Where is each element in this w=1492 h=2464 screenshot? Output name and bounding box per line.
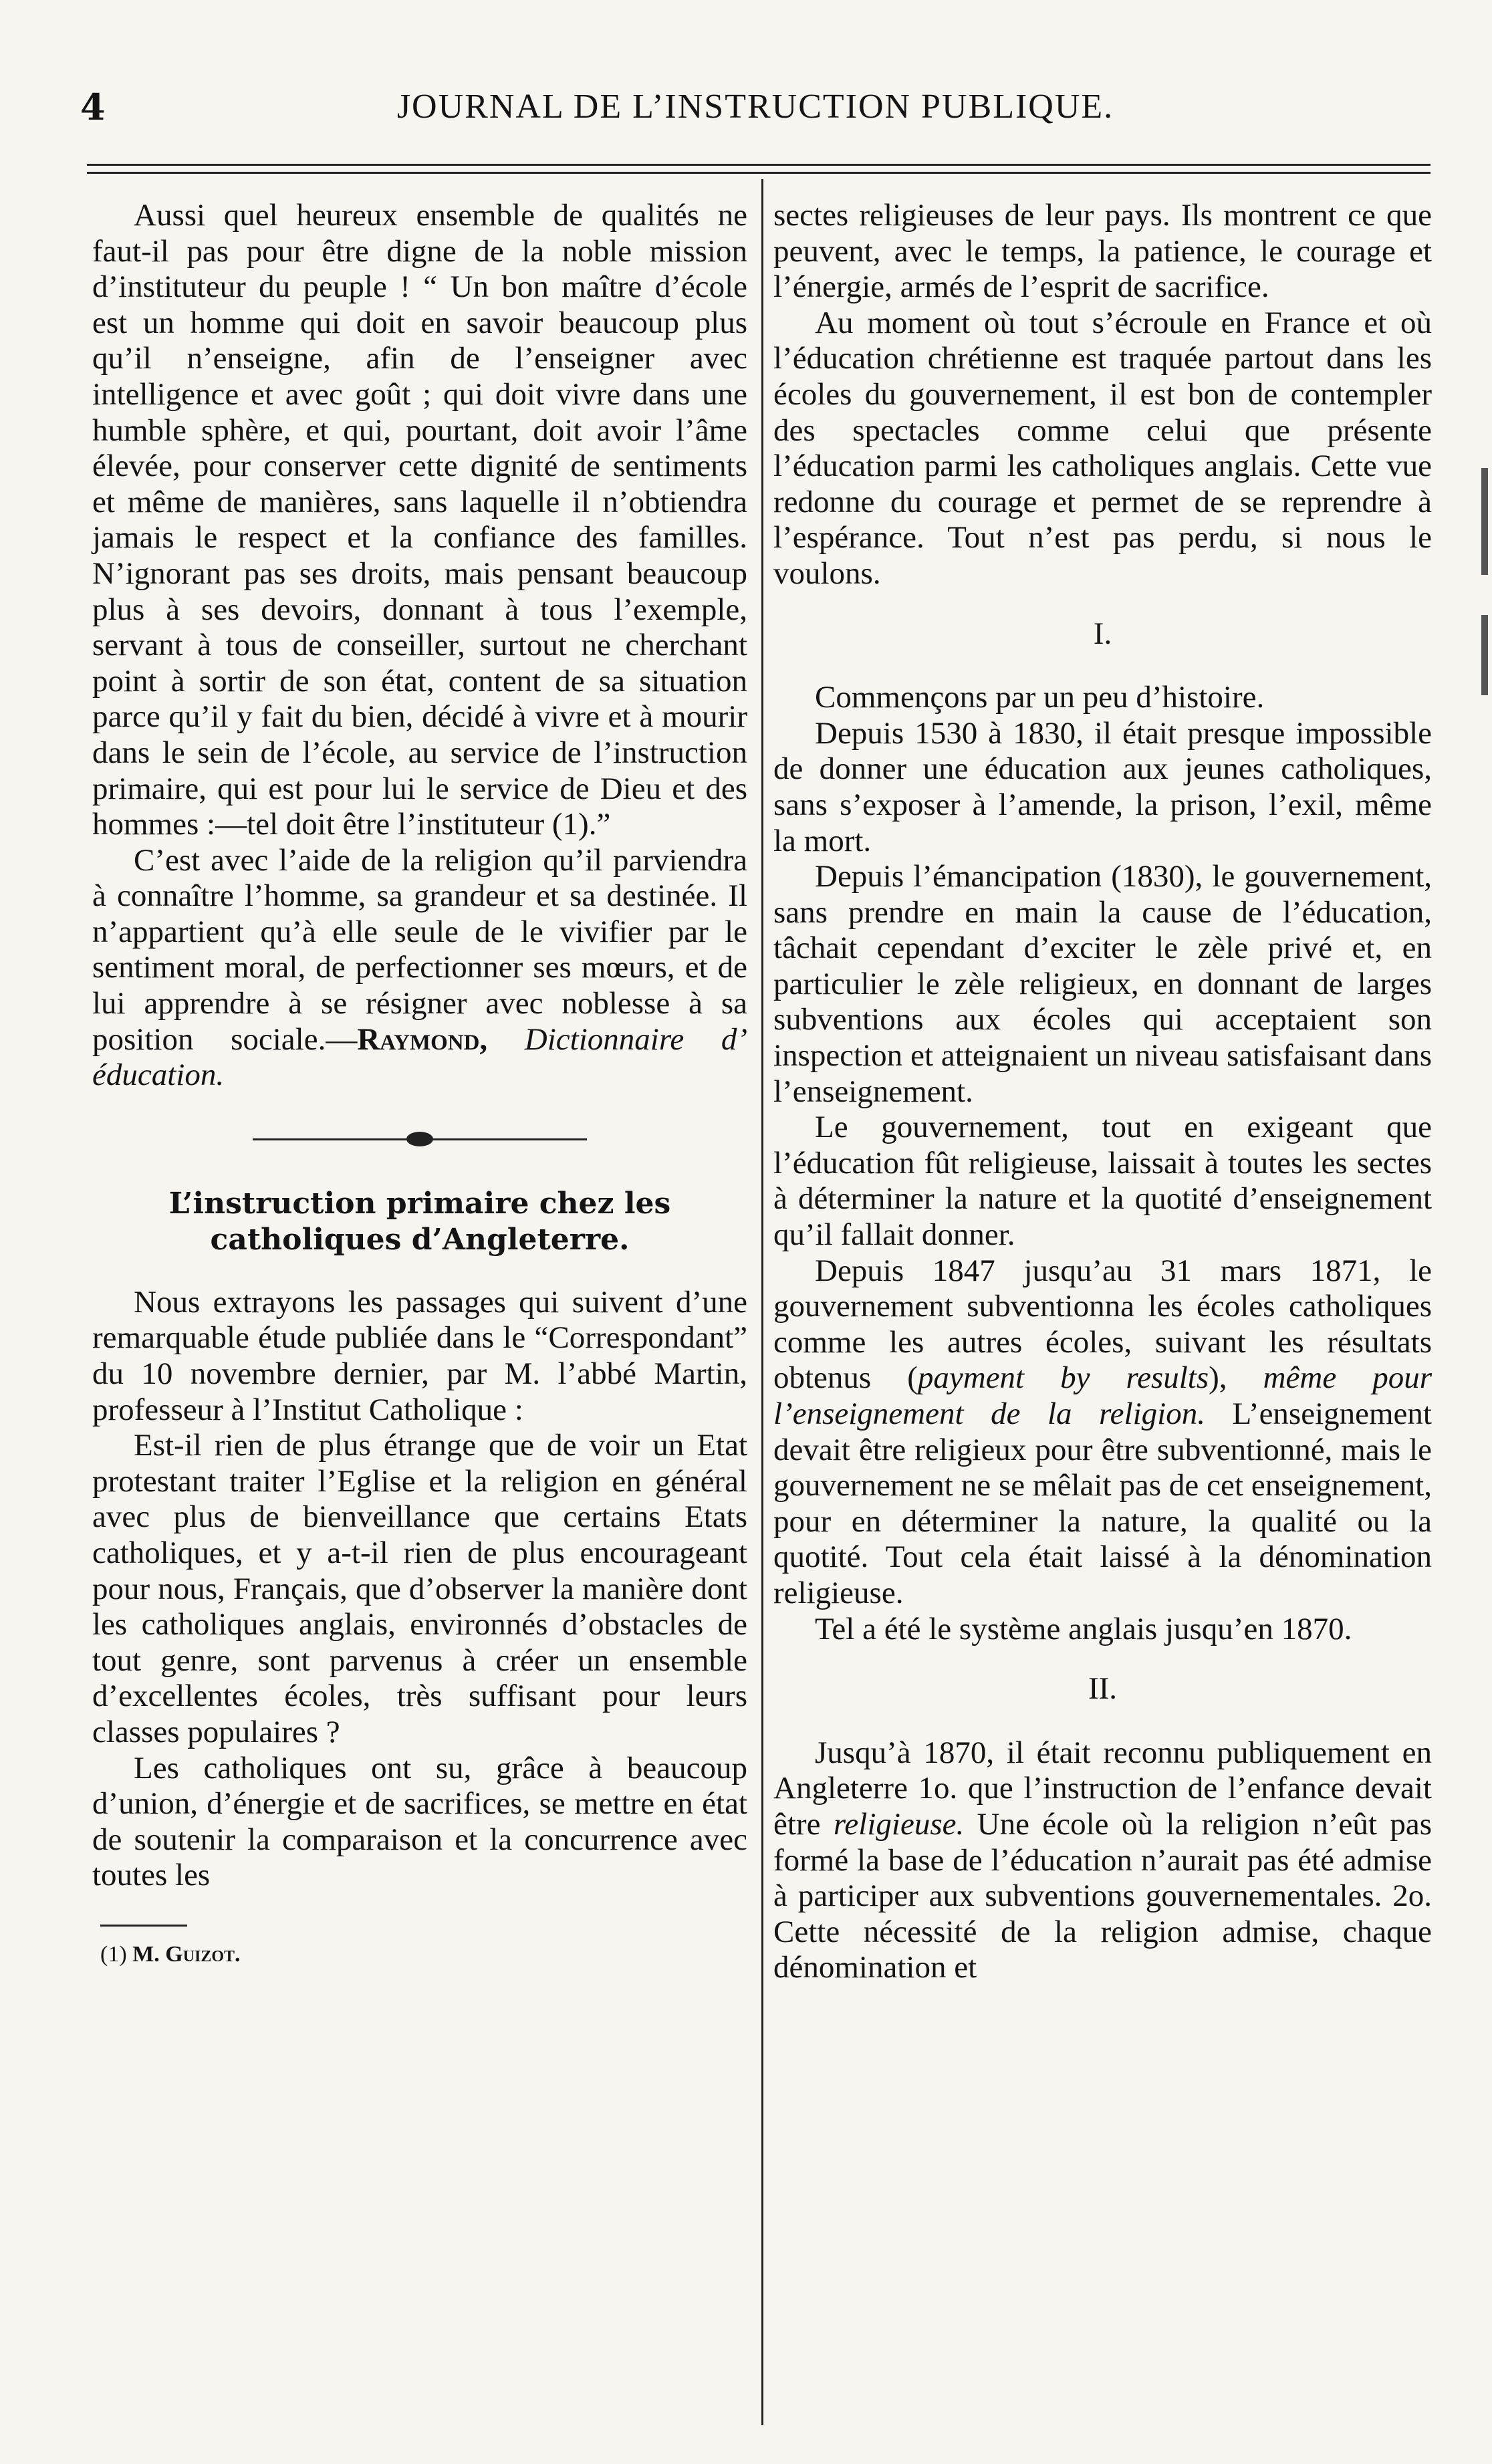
page-header — [80, 86, 1431, 139]
paragraph: Depuis l’émancipation (1830), le gouvernement, sans prendre en main la cause de l’éducation, tâchait cependant d’exciter le zèle privé et, en particulier le zèle religieux, en donnant de larges subventions aux écoles qui acceptaient son inspection et atteignaient un niveau satisfaisant dans l’enseignement. — [773, 859, 1432, 1109]
paragraph: Commençons par un peu d’histoire. — [815, 680, 1265, 715]
italic-text: même pour l’enseignement de la religion. — [773, 1360, 1432, 1431]
paragraph-text: ), — [1209, 1360, 1263, 1396]
paragraph-text: Depuis 1847 jusqu’au 31 mars 1871, le gouvernement subventionna les écoles catholiques comme les autres écoles, suivant les résultats obtenus ( — [773, 1253, 1432, 1396]
footnote-marker: (1) — [100, 1941, 127, 1967]
footnote-rule — [100, 1925, 187, 1927]
paragraph: Tel a été le système anglais jusqu’en 1870. — [815, 1611, 1352, 1646]
italic-text: payment by results — [917, 1360, 1209, 1396]
left-column — [92, 198, 747, 1968]
scan-margin-mark — [1481, 615, 1488, 695]
source-title: Dictionnaire d’ éducation. — [92, 1021, 747, 1093]
paragraph-text: Une école où la religion n’eût pas formé la base de l’éducation n’aurait pas été admise à participer aux subventions gouvernementales. 2o. Cette nécessité de la religion admise, chaque dénomination et — [773, 1806, 1432, 1985]
right-column — [773, 198, 1432, 1986]
page-number: 4 — [80, 86, 106, 128]
running-head: JOURNAL DE L’INSTRUCTION PUBLIQUE. — [396, 88, 1114, 126]
section-heading: II. — [1088, 1671, 1118, 1707]
paragraph-text: L’enseignement devait être religieux pour être subventionné, mais le gouvernement ne se mêlait pas de cet enseignement, pour en déterminer la nature, la qualité ou la quotité. Tout cela était laissé à la dénomination religieuse. — [773, 1396, 1432, 1610]
paragraph — [773, 1253, 1432, 1612]
column-divider — [761, 179, 763, 2425]
article-title: L’instruction primaire chez les catholiques d’Angleterre. — [168, 1186, 671, 1257]
paragraph — [92, 843, 747, 1094]
scan-margin-mark — [1481, 468, 1488, 575]
author-name: Raymond, — [357, 1021, 488, 1057]
paragraph — [773, 1735, 1432, 1986]
paragraph: Depuis 1530 à 1830, il était presque impossible de donner une éducation aux jeunes catholiques, sans s’exposer à l’amende, la prison, l’exil, même la mort. — [773, 715, 1432, 858]
paragraph: Au moment où tout s’écroule en France et où l’éducation chrétienne est traquée partout dans les écoles du gouvernement, il est bon de contempler des spectacles comme celui que présente l’éducation parmi les catholiques anglais. Cette vue redonne du courage et permet de se reprendre à l’espérance. Tout n’est pas perdu, si nous le voulons. — [773, 305, 1432, 591]
paragraph: Aussi quel heureux ensemble de qualités ne faut-il pas pour être digne de la noble mission d’instituteur du peuple ! “ Un bon maître d’école est un homme qui doit en savoir beaucoup plus qu’il n’enseigne, afin de l’enseigner avec intelligence et avec goût ; qui doit vivre dans une humble sphère, et qui, pourtant, doit avoir l’âme élevée, pour conserver cette dignité de sentiments et même de manières, sans laquelle il n’obtiendra jamais le respect et la confiance des familles. N’ignorant pas ses droits, mais pensant beaucoup plus à ses devoirs, donnant à tous l’exemple, servant à tous de conseiller, surtout ne cherchant point à sortir de son état, content de sa situation parce qu’il y fait du bien, décidé à vivre et à mourir dans le sein de l’école, au service de l’instruction primaire, qui est pour lui le service de Dieu et des hommes :—tel doit être l’instituteur (1).” — [92, 198, 747, 842]
footnote-name: M. Guizot. — [132, 1941, 241, 1967]
italic-text: religieuse. — [833, 1806, 965, 1842]
header-rule-top — [87, 164, 1431, 166]
paragraph: sectes religieuses de leur pays. Ils montrent ce que peuvent, avec le temps, la patience, le courage et l’énergie, armés de l’esprit de sacrifice. — [773, 198, 1432, 305]
footnote — [92, 1941, 747, 1968]
ornament-line — [426, 1138, 587, 1140]
paragraph: Les catholiques ont su, grâce à beaucoup d’union, d’énergie et de sacrifices, se mettre en état de soutenir la comparaison et la concurrence avec toutes les — [92, 1750, 747, 1893]
section-heading: I. — [1093, 616, 1112, 651]
paragraph-text: C’est avec l’aide de la religion qu’il parviendra à connaître l’homme, sa grandeur et sa destinée. Il n’appartient qu’à elle seule de le vivifier par le sentiment moral, de perfectionner ses mœurs, et de lui apprendre à se résigner avec noblesse à sa position sociale.— — [92, 842, 747, 1057]
paragraph: Le gouvernement, tout en exigeant que l’éducation fût religieuse, laissait à toutes les sectes à déterminer la nature et la quotité d’enseignement qu’il fallait donner. — [773, 1110, 1432, 1253]
ornament-line — [253, 1138, 413, 1140]
section-ornament — [92, 1123, 747, 1156]
paragraph-text: Jusqu’à 1870, il était reconnu publiquement en Angleterre 1o. que l’instruction de l’enfance devait être — [773, 1735, 1432, 1842]
paragraph: Nous extrayons les passages qui suivent d’une remarquable étude publiée dans le “Correspondant” du 10 novembre dernier, par M. l’abbé Martin, professeur à l’Institut Catholique : — [92, 1284, 747, 1427]
paragraph: Est-il rien de plus étrange que de voir un Etat protestant traiter l’Eglise et la religion en général avec plus de bienveillance que certains Etats catholiques, et y a-t-il rien de plus encourageant pour nous, Français, que d’observer la manière dont les catholiques anglais, environnés d’obstacles de tout genre, sont parvenus à créer un ensemble d’excellentes écoles, très suffisant pour leurs classes populaires ? — [92, 1428, 747, 1749]
header-rule-bottom — [87, 172, 1431, 174]
